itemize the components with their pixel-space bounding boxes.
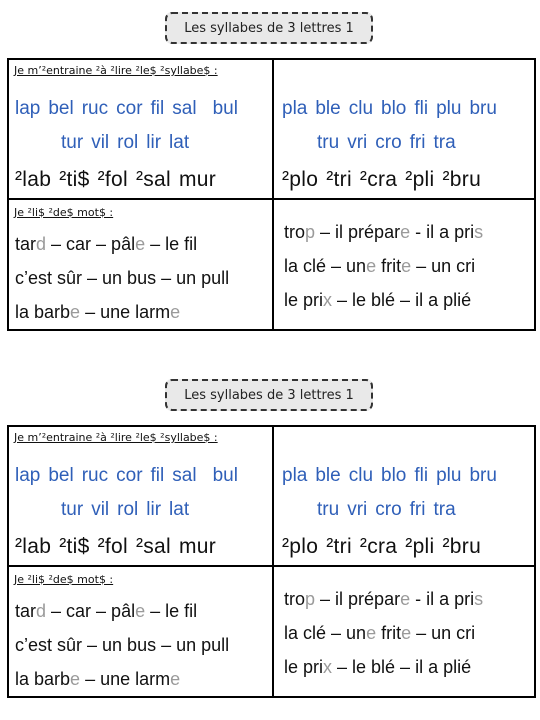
syllables-left-cell [9, 427, 272, 565]
syllable: ruc [81, 98, 109, 119]
syllable: ²lab [15, 535, 52, 558]
syllable: rol [117, 132, 139, 153]
silent-letter: d [36, 601, 47, 621]
syllable: bru [469, 465, 497, 486]
sentence-line [284, 623, 475, 644]
syllable: clu [348, 98, 374, 119]
syllable: clu [348, 465, 374, 486]
silent-letter: s [474, 589, 484, 609]
syllable: fri [409, 132, 426, 153]
syllable: ²sal [135, 168, 172, 191]
words-left-cell [9, 200, 272, 331]
silent-letter: e [170, 669, 181, 689]
syllable-row-2 [317, 499, 456, 521]
word-part: – le fil [145, 601, 198, 621]
word-part: – le fil [145, 234, 198, 254]
word-part: frit [376, 623, 402, 643]
silent-letter: e [135, 234, 146, 254]
word-part: le pri [284, 290, 324, 310]
word-part: la clé – un [284, 623, 367, 643]
sentence-line [284, 222, 483, 243]
sentence-line [284, 589, 483, 610]
silent-letter: d [36, 234, 47, 254]
syllable: bel [48, 98, 74, 119]
syllable: mur [179, 168, 217, 191]
syllable: cro [375, 132, 402, 153]
syllable: ²ti$ [59, 535, 90, 558]
words-label: Je ²li$ ²de$ mot$ : [14, 206, 114, 219]
syllable: vri [347, 132, 368, 153]
syllable: fil [150, 465, 165, 486]
silent-letter: e [400, 589, 411, 609]
syllable: tur [61, 499, 84, 520]
syllable: tru [317, 499, 340, 520]
word-part: tar [15, 601, 37, 621]
silent-letter: p [305, 589, 316, 609]
exercise-sheet [7, 425, 536, 698]
syllable: sal [172, 465, 197, 486]
word-part: c’est sûr – un bus – un pull [15, 268, 230, 288]
syllable: mur [179, 535, 217, 558]
sentence-line [284, 290, 471, 311]
syllable: fri [409, 499, 426, 520]
word-part: – car – pâl [46, 601, 136, 621]
syllable: cro [375, 499, 402, 520]
syllable: ²cra [359, 535, 398, 558]
silent-letter: e [366, 623, 377, 643]
sentence-line [284, 657, 471, 678]
syllable: ²sal [135, 535, 172, 558]
syllable: lir [146, 132, 162, 153]
sheet-title: Les syllabes de 3 lettres 1 [165, 12, 373, 44]
syllable: cor [116, 465, 143, 486]
syllable: sal [172, 98, 197, 119]
syllable: fli [414, 465, 429, 486]
syllable-row-3 [282, 535, 481, 559]
word-part: la barb [15, 669, 71, 689]
word-part: - il a pri [410, 589, 475, 609]
syllable: ²fol [97, 168, 128, 191]
word-part: tro [284, 589, 306, 609]
syllable: fil [150, 98, 165, 119]
silent-letter: p [305, 222, 316, 242]
syllable: lap [15, 98, 41, 119]
syllable: fli [414, 98, 429, 119]
syllable-row-2 [317, 132, 456, 154]
silent-letter: e [400, 222, 411, 242]
silent-letter: e [135, 601, 146, 621]
sheet-title: Les syllabes de 3 lettres 1 [165, 379, 373, 411]
syllable: ²lab [15, 168, 52, 191]
syllable: bel [48, 465, 74, 486]
words-right-cell [274, 567, 536, 698]
syllable: ²bru [442, 535, 482, 558]
sentence-line [15, 268, 229, 289]
silent-letter: e [70, 669, 81, 689]
syllable-row-3 [15, 535, 216, 559]
syllable: lap [15, 465, 41, 486]
sentence-line [15, 601, 197, 622]
syllable: pla [282, 465, 308, 486]
syllable: blo [381, 98, 407, 119]
words-label: Je ²li$ ²de$ mot$ : [14, 573, 114, 586]
syllable-row-3 [282, 168, 481, 192]
syllable: ²cra [359, 168, 398, 191]
syllable: ble [315, 98, 341, 119]
words-right-cell [274, 200, 536, 331]
silent-letter: s [474, 222, 484, 242]
syllable: lat [169, 499, 190, 520]
word-part: la barb [15, 302, 71, 322]
word-part: – car – pâl [46, 234, 136, 254]
syllable: vri [347, 499, 368, 520]
silent-letter: x [323, 290, 333, 310]
practice-label: Je m’²entraine ²à ²lire ²le$ ²syllabe$ : [14, 64, 218, 77]
word-part: – un cri [411, 256, 476, 276]
syllable: ²pli [405, 168, 435, 191]
syllable: ²ti$ [59, 168, 90, 191]
word-part: – une larm [80, 669, 171, 689]
word-part: – une larm [80, 302, 171, 322]
syllable-row-1 [282, 465, 497, 487]
syllable: cor [116, 98, 143, 119]
silent-letter: e [401, 256, 412, 276]
syllable: vil [91, 132, 110, 153]
syllable: ²plo [282, 168, 319, 191]
sentence-line [15, 234, 197, 255]
word-part: - il a pri [410, 222, 475, 242]
syllable-row-2 [61, 499, 189, 521]
syllable: rol [117, 499, 139, 520]
syllable: bul [212, 98, 238, 119]
syllable: plu [436, 98, 462, 119]
syllable: ²pli [405, 535, 435, 558]
word-part: – il prépar [315, 222, 401, 242]
word-part: tar [15, 234, 37, 254]
syllable: lat [169, 132, 190, 153]
word-part: tro [284, 222, 306, 242]
syllables-right-cell [274, 427, 536, 565]
syllable: ²fol [97, 535, 128, 558]
word-part: – le blé – il a plié [332, 657, 472, 677]
syllables-left-cell [9, 60, 272, 198]
sentence-line [15, 635, 229, 656]
syllable: ²plo [282, 535, 319, 558]
syllable: tru [317, 132, 340, 153]
word-part: – un cri [411, 623, 476, 643]
word-part: c’est sûr – un bus – un pull [15, 635, 230, 655]
syllable: tur [61, 132, 84, 153]
word-part: – il prépar [315, 589, 401, 609]
syllable: ²tri [326, 535, 352, 558]
syllable: pla [282, 98, 308, 119]
sentence-line [15, 302, 180, 323]
sentence-line [15, 669, 180, 690]
silent-letter: e [170, 302, 181, 322]
silent-letter: x [323, 657, 333, 677]
silent-letter: e [366, 256, 377, 276]
syllable: blo [381, 465, 407, 486]
syllable: lir [146, 499, 162, 520]
words-left-cell [9, 567, 272, 698]
syllable: bru [469, 98, 497, 119]
syllables-right-cell [274, 60, 536, 198]
syllable: ²tri [326, 168, 352, 191]
syllable: ruc [81, 465, 109, 486]
syllable: ²bru [442, 168, 482, 191]
syllable: vil [91, 499, 110, 520]
silent-letter: e [70, 302, 81, 322]
silent-letter: e [401, 623, 412, 643]
practice-label: Je m’²entraine ²à ²lire ²le$ ²syllabe$ : [14, 431, 218, 444]
syllable: tra [433, 499, 456, 520]
syllable-row-3 [15, 168, 216, 192]
sentence-line [284, 256, 475, 277]
exercise-sheet [7, 58, 536, 331]
syllable: bul [212, 465, 238, 486]
syllable: tra [433, 132, 456, 153]
word-part: le pri [284, 657, 324, 677]
syllable-row-1 [282, 98, 497, 120]
syllable: plu [436, 465, 462, 486]
word-part: – le blé – il a plié [332, 290, 472, 310]
syllable: ble [315, 465, 341, 486]
word-part: frit [376, 256, 402, 276]
syllable-row-2 [61, 132, 189, 154]
syllable-row-1 [15, 98, 238, 120]
syllable-row-1 [15, 465, 238, 487]
word-part: la clé – un [284, 256, 367, 276]
